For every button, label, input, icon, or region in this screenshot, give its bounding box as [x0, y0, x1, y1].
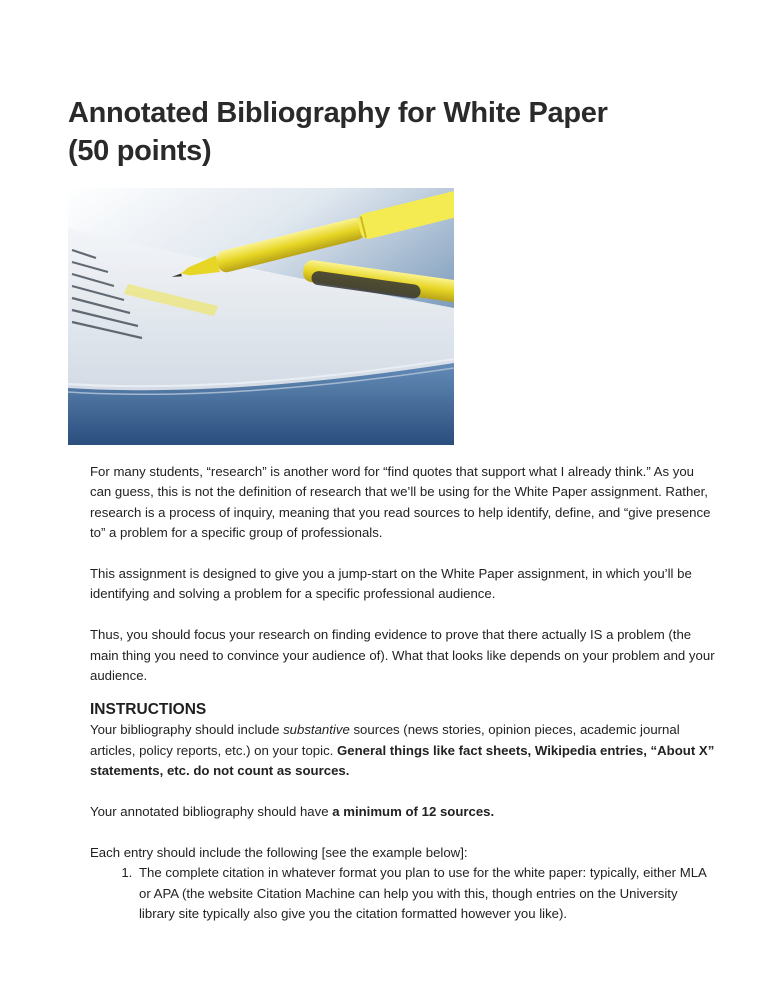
- page-title: [68, 94, 708, 170]
- paragraph-entry-intro: Each entry should include the following [see the example below]:: [90, 844, 468, 860]
- paragraph-source-requirements: [90, 720, 715, 781]
- entry-requirements-list: [90, 863, 715, 924]
- source-req-text-b: sources (news stories, opinion pieces, academic journal articles, policy reports, etc.) on your topic.: [90, 722, 680, 758]
- paragraph-minimum-sources: [90, 802, 715, 822]
- paragraph-assignment-purpose: This assignment is designed to give you a jump-start on the White Paper assignment, in which you’ll be identifying and solving a problem for a specific professional audience.: [90, 566, 692, 602]
- instructions-heading: INSTRUCTIONS: [90, 701, 207, 719]
- paragraph-research-definition: For many students, “research” is another word for “find quotes that support what I already think.” As you can guess, this is not the definition of research that we’ll be using for the White Paper assignment. Rather, research is a process of inquiry, meaning that you read sources to help identify, define, and “give presence to” a problem for a specific group of professionals.: [90, 464, 711, 541]
- photo-illustration: [68, 188, 454, 445]
- source-req-emphasis: substantive: [283, 722, 350, 738]
- title-line-2: (50 points): [68, 135, 212, 167]
- paragraph-research-focus: Thus, you should focus your research on finding evidence to prove that there actually IS a problem (the main thing you need to convince your audience of). What that looks like depends on your problem and your audience.: [90, 627, 715, 684]
- minimum-bold: a minimum of 12 sources.: [332, 804, 495, 820]
- book-highlighter-photo: [68, 188, 454, 445]
- source-req-bold: General things like fact sheets, Wikipedia entries, “About X” statements, etc. do not count as sources.: [90, 742, 715, 779]
- source-req-text-a: Your bibliography should include: [90, 722, 284, 738]
- minimum-text: Your annotated bibliography should have: [90, 804, 333, 820]
- title-line-1: Annotated Bibliography for White Paper: [68, 97, 608, 129]
- document-body: [90, 462, 715, 924]
- list-item: 1. The complete citation in whatever format you plan to use for the white paper: typically, either MLA or APA (the website Citation Machine can help you with this, though entries on the University library site typically also give you the citation formatted however you like).: [136, 863, 715, 924]
